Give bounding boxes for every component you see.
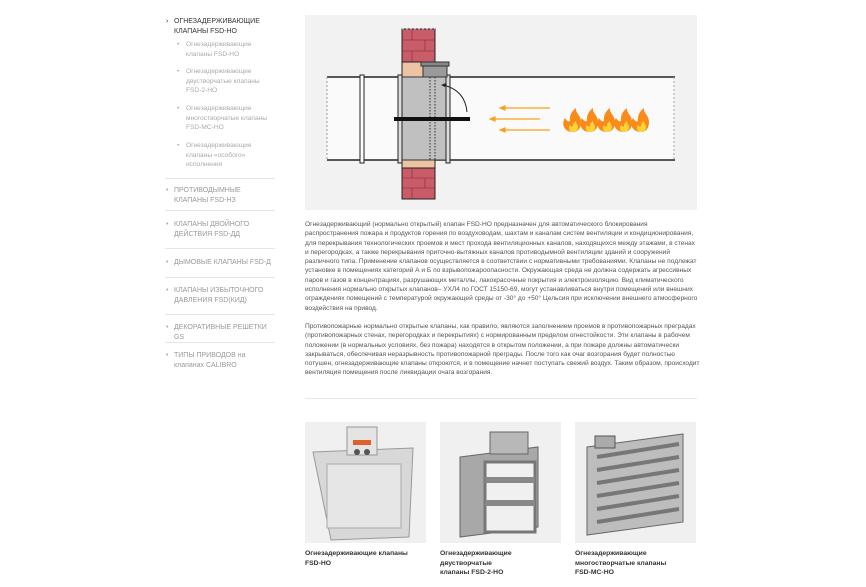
sidebar-item[interactable]: • ПРОТИВОДЫМНЫЕ КЛАПАНЫ FSD-НЗ <box>165 186 275 205</box>
sidebar-item[interactable]: • КЛАПАНЫ ДВОЙНОГО ДЕЙСТВИЯ FSD-ДД <box>165 220 275 239</box>
divider <box>165 178 275 179</box>
sidebar-subitem[interactable]: • Огнезадерживающие клапаны «особого» исполнения <box>177 141 272 170</box>
product-image[interactable] <box>305 422 426 543</box>
product-model[interactable]: клапаны FSD-2-НО <box>440 569 504 576</box>
sidebar-item[interactable]: • ДЕКОРАТИВНЫЕ РЕШЕТКИ GS <box>165 323 275 342</box>
product-card-fsd-2-no[interactable] <box>440 422 561 578</box>
divider <box>305 398 697 399</box>
divider <box>165 210 275 211</box>
product-model[interactable]: FSD-МС-НО <box>575 569 614 576</box>
damper-diagram <box>305 15 697 210</box>
product-title[interactable]: Огнезадерживающие клапаны <box>305 550 408 557</box>
sidebar-item[interactable]: • ДЫМОВЫЕ КЛАПАНЫ FSD-Д <box>165 258 275 268</box>
product-title[interactable]: Огнезадерживающие многостворчатые клапаны <box>575 550 667 567</box>
sidebar-subitem[interactable]: • Огнезадерживающие двустворчатые клапаны FSD-2-НО <box>177 67 272 96</box>
divider <box>165 342 275 343</box>
sidebar-item[interactable]: • ТИПЫ ПРИВОДОВ на клапанах CALIBRO <box>165 351 275 370</box>
sidebar-subitem[interactable]: • Огнезадерживающие многостворчатые клапаны FSD-МС-НО <box>177 104 272 133</box>
product-image[interactable] <box>440 422 561 543</box>
product-model[interactable]: FSD-НО <box>305 559 332 567</box>
divider <box>165 248 275 249</box>
sidebar-item-fsd-no[interactable]: › ОГНЕЗАДЕРЖИВАЮЩИЕ КЛАПАНЫ FSD-НО <box>165 17 275 36</box>
product-card-fsd-mc-no[interactable] <box>575 422 696 578</box>
product-image[interactable] <box>575 422 696 543</box>
product-title[interactable]: Огнезадерживающие двустворчатые <box>440 550 512 567</box>
description-paragraph: Противопожарные нормально открытые клапаны, как правило, являются заполнением проемов в противопожарных преградах (противопожарных стенах, перегородках и перекрытиях) с нормированным пределом огнестойкости. Эти клапаны в рабочем положении (в нормальных условиях, без пожара) находятся в открытом положении, а при пожаре должны автоматически закрываться, обеспечивая неразрывность противопожарной преграды. После того как очаг возгорания будет полностью потушен, огнезадерживающие клапаны откроются, и в помещение начнет поступать свежий воздух. Таким образом, происходит вентиляция помещения после ликвидации очага возгорания. <box>305 323 700 377</box>
sidebar-subitem[interactable]: • Огнезадерживающие клапаны FSD-НО <box>177 40 272 59</box>
divider <box>165 277 275 278</box>
divider <box>165 314 275 315</box>
description-paragraph: Огнезадерживающий (нормально открытый) клапан FSD-НО предназначен для автоматического блокирования распространения пожара и продуктов горения по воздуховодам, шахтам и каналам систем вентиляции и кондиционирования, для перекрывания технологических проемов и мест прохода вентиляционных каналов, находящихся между этажами, в стенах и перегородках, а также перекрывания приточно-вытяжных каналов противодымной вентиляции зданий и сооружений различного типа. Применение клапанов осуществляется в соответствии с нормативными требованиями. Клапаны не подлежат установке в помещениях категорий А и Б по взрывопожароопасности. Окружающая среда не должна содержать агрессивных паров и газов в концентрациях, разрушающих металлы, лакокрасочные покрытия и электроизоляцию. Вид климатического исполнения нормально открытых клапанов– УХЛ4 по ГОСТ 15150-69, могут устанавливаться внутри помещений или внешних ограждениях помещений с температурой окружающей среды от -30° до +50° Цельсия при исключении внешнего атмосферного воздействия на привод. <box>305 221 698 312</box>
product-card-fsd-no[interactable] <box>305 422 426 568</box>
sidebar-item[interactable]: • КЛАПАНЫ ИЗБЫТОЧНОГО ДАВЛЕНИЯ FSD(КИД) <box>165 286 275 305</box>
